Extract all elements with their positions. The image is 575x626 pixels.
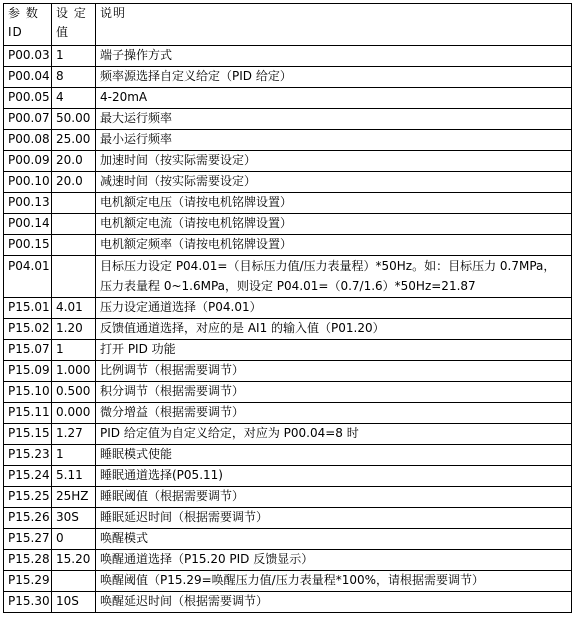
set-value-cell (52, 256, 96, 298)
set-value-cell: 4 (52, 88, 96, 109)
set-value-cell: 5.11 (52, 466, 96, 487)
parameter-table (3, 3, 572, 613)
set-value-cell: 20.0 (52, 151, 96, 172)
param-id-cell: P00.10 (4, 172, 52, 193)
set-value-cell (52, 571, 96, 592)
param-id-cell: P15.28 (4, 550, 52, 571)
param-id-cell: P15.27 (4, 529, 52, 550)
param-id-cell: P04.01 (4, 256, 52, 298)
description-cell: 积分调节（根据需要调节） (96, 382, 572, 403)
description-cell: 4-20mA (96, 88, 572, 109)
param-id-cell: P00.04 (4, 67, 52, 88)
param-id-cell: P00.03 (4, 46, 52, 67)
param-id-cell: P15.07 (4, 340, 52, 361)
description-cell: 目标压力设定 P04.01=（目标压力值/压力表量程）*50Hz。如：目标压力 0.7MPa，压力表量程 0~1.6MPa，则设定 P04.01=（0.7/1.6）*50Hz=21.87 (96, 256, 572, 298)
param-id-cell: P00.08 (4, 130, 52, 151)
description-cell: 电机额定电压（请按电机铭牌设置） (96, 193, 572, 214)
set-value-cell: 0 (52, 529, 96, 550)
description-cell: 唤醒延迟时间（根据需要调节） (96, 592, 572, 613)
param-id-cell: P15.25 (4, 487, 52, 508)
set-value-cell: 50.00 (52, 109, 96, 130)
set-value-cell (52, 235, 96, 256)
header-param-id (4, 4, 52, 46)
description-cell: 睡眠延迟时间（根据需要调节） (96, 508, 572, 529)
set-value-cell: 1 (52, 46, 96, 67)
param-id-cell: P15.26 (4, 508, 52, 529)
set-value-cell (52, 193, 96, 214)
description-cell: 端子操作方式 (96, 46, 572, 67)
table-row (4, 67, 572, 88)
table-row (4, 445, 572, 466)
param-id-cell: P15.09 (4, 361, 52, 382)
table-row (4, 109, 572, 130)
description-cell: 频率源选择自定义给定（PID 给定） (96, 67, 572, 88)
set-value-cell: 30S (52, 508, 96, 529)
header-set-value-line1: 设 定 (56, 6, 87, 20)
header-param-id-line2: ID (8, 25, 23, 39)
set-value-cell: 15.20 (52, 550, 96, 571)
param-id-cell: P00.14 (4, 214, 52, 235)
set-value-cell: 1 (52, 340, 96, 361)
set-value-cell: 25HZ (52, 487, 96, 508)
description-cell: 微分增益（根据需要调节） (96, 403, 572, 424)
table-header-row (4, 4, 572, 46)
param-id-cell: P00.07 (4, 109, 52, 130)
table-row (4, 361, 572, 382)
table-row (4, 319, 572, 340)
set-value-cell: 0.500 (52, 382, 96, 403)
description-cell: 唤醒模式 (96, 529, 572, 550)
table-row (4, 466, 572, 487)
param-id-cell: P00.05 (4, 88, 52, 109)
description-cell: 打开 PID 功能 (96, 340, 572, 361)
set-value-cell: 1.27 (52, 424, 96, 445)
description-cell: 最大运行频率 (96, 109, 572, 130)
table-row (4, 46, 572, 67)
set-value-cell: 4.01 (52, 298, 96, 319)
param-id-cell: P00.13 (4, 193, 52, 214)
table-row (4, 214, 572, 235)
table-row (4, 424, 572, 445)
description-cell: 睡眠通道选择(P05.11) (96, 466, 572, 487)
table-row (4, 256, 572, 298)
param-id-cell: P15.15 (4, 424, 52, 445)
param-id-cell: P00.15 (4, 235, 52, 256)
description-cell: 唤醒阈值（P15.29=唤醒压力值/压力表量程*100%，请根据需要调节） (96, 571, 572, 592)
table-row (4, 151, 572, 172)
table-row (4, 571, 572, 592)
table-row (4, 193, 572, 214)
description-cell: 电机额定电流（请按电机铭牌设置） (96, 214, 572, 235)
table-row (4, 130, 572, 151)
table-row (4, 340, 572, 361)
table-row (4, 88, 572, 109)
set-value-cell: 1.000 (52, 361, 96, 382)
table-row (4, 172, 572, 193)
param-id-cell: P15.30 (4, 592, 52, 613)
description-cell: 睡眠模式使能 (96, 445, 572, 466)
header-description: 说明 (96, 4, 572, 46)
table-row (4, 487, 572, 508)
description-cell: 电机额定频率（请按电机铭牌设置） (96, 235, 572, 256)
set-value-cell: 25.00 (52, 130, 96, 151)
set-value-cell: 8 (52, 67, 96, 88)
param-id-cell: P15.23 (4, 445, 52, 466)
table-row (4, 529, 572, 550)
table-row (4, 508, 572, 529)
description-cell: 减速时间（按实际需要设定） (96, 172, 572, 193)
param-id-cell: P15.11 (4, 403, 52, 424)
table-row (4, 592, 572, 613)
description-cell: 最小运行频率 (96, 130, 572, 151)
table-row (4, 235, 572, 256)
set-value-cell: 20.0 (52, 172, 96, 193)
description-cell: 比例调节（根据需要调节） (96, 361, 572, 382)
param-id-cell: P15.02 (4, 319, 52, 340)
description-cell: 唤醒通道选择（P15.20 PID 反馈显示） (96, 550, 572, 571)
param-id-cell: P15.29 (4, 571, 52, 592)
param-id-cell: P15.01 (4, 298, 52, 319)
table-row (4, 550, 572, 571)
table-row (4, 403, 572, 424)
param-id-cell: P15.24 (4, 466, 52, 487)
set-value-cell: 1 (52, 445, 96, 466)
param-id-cell: P15.10 (4, 382, 52, 403)
set-value-cell: 0.000 (52, 403, 96, 424)
set-value-cell (52, 214, 96, 235)
header-set-value-line2: 值 (56, 25, 70, 39)
table-row (4, 298, 572, 319)
set-value-cell: 1.20 (52, 319, 96, 340)
header-set-value (52, 4, 96, 46)
table-row (4, 382, 572, 403)
header-param-id-line1: 参 数 (8, 6, 39, 20)
param-id-cell: P00.09 (4, 151, 52, 172)
set-value-cell: 10S (52, 592, 96, 613)
description-cell: 反馈值通道选择，对应的是 AI1 的输入值（P01.20） (96, 319, 572, 340)
description-cell: 睡眠阈值（根据需要调节） (96, 487, 572, 508)
description-cell: 压力设定通道选择（P04.01） (96, 298, 572, 319)
description-cell: PID 给定值为自定义给定，对应为 P00.04=8 时 (96, 424, 572, 445)
table-body (4, 46, 572, 613)
description-cell: 加速时间（按实际需要设定） (96, 151, 572, 172)
